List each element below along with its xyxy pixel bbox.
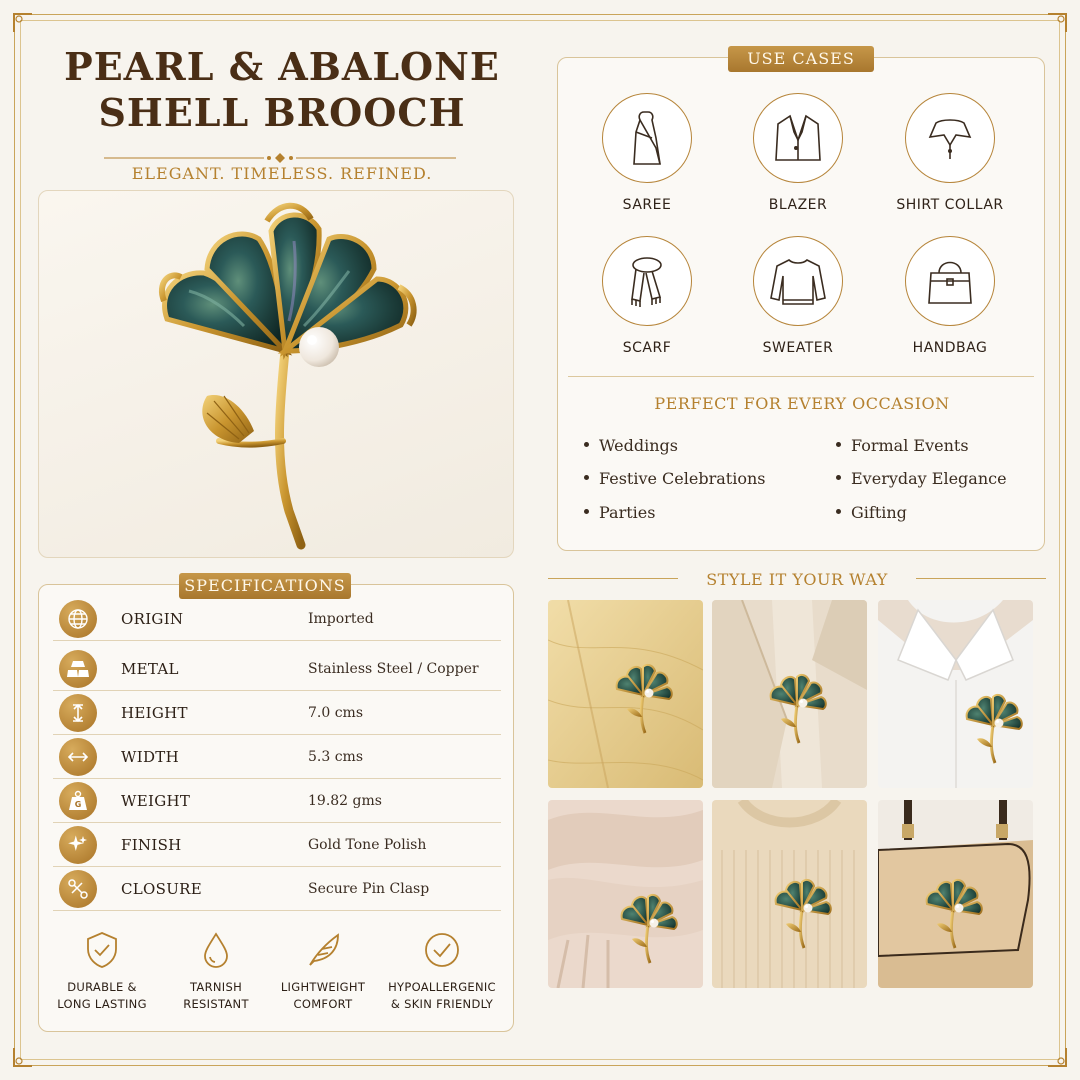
spec-row-weight xyxy=(53,779,501,823)
title-line-2: SHELL BROOCH xyxy=(98,90,466,135)
weight-badge-text: G xyxy=(74,800,82,809)
corner-ornament-icon xyxy=(12,12,34,34)
spec-value: Gold Tone Polish xyxy=(308,837,427,853)
spec-value: Stainless Steel / Copper xyxy=(308,661,479,677)
title-line-1: PEARL & ABALONE xyxy=(64,44,500,89)
spec-value: 7.0 cms xyxy=(308,705,364,721)
style-tile-shirt-collar xyxy=(878,600,1033,788)
saree-icon xyxy=(602,93,692,183)
occasion-item: Formal Events xyxy=(836,436,969,455)
style-tile-saree xyxy=(548,600,703,788)
brooch-illustration-icon xyxy=(39,191,514,558)
spec-label: METAL xyxy=(121,660,179,678)
occasion-item: Parties xyxy=(584,503,655,522)
use-case-sweater xyxy=(728,236,868,356)
shirt-collar-icon xyxy=(905,93,995,183)
spec-row-metal xyxy=(53,647,501,691)
spec-label: WEIGHT xyxy=(121,792,191,810)
feature-label: HYPOALLERGENIC & SKIN FRIENDLY xyxy=(388,980,496,1011)
handbag-icon xyxy=(905,236,995,326)
use-case-label: SWEATER xyxy=(762,340,834,356)
feature-label: DURABLE & LONG LASTING xyxy=(57,980,147,1011)
style-tile-sweater xyxy=(712,800,867,988)
use-case-saree xyxy=(577,93,717,213)
scarf-icon xyxy=(602,236,692,326)
water-drop-icon xyxy=(201,931,231,969)
use-cases-divider xyxy=(568,376,1034,377)
tagline: ELEGANT. TIMELESS. REFINED. xyxy=(131,164,433,183)
use-case-label: HANDBAG xyxy=(912,340,988,356)
height-arrow-icon xyxy=(59,694,97,732)
check-circle-icon xyxy=(423,931,461,969)
feature-label: LIGHTWEIGHT COMFORT xyxy=(280,980,366,1011)
use-cases-panel xyxy=(557,49,1045,551)
occasion-heading: PERFECT FOR EVERY OCCASION xyxy=(654,394,950,413)
spec-label: FINISH xyxy=(121,836,182,854)
corner-ornament-icon xyxy=(1046,12,1068,34)
style-tile-blazer xyxy=(712,600,867,788)
spec-label: CLOSURE xyxy=(121,880,202,898)
spec-row-width xyxy=(53,735,501,779)
product-title xyxy=(40,44,524,136)
spec-value: Imported xyxy=(308,611,374,627)
use-cases-heading: USE CASES xyxy=(728,46,874,72)
use-case-label: BLAZER xyxy=(768,197,828,213)
occasion-item: Festive Celebrations xyxy=(584,469,765,488)
spec-value: 19.82 gms xyxy=(308,793,382,809)
width-arrow-icon xyxy=(59,738,97,776)
corner-ornament-icon xyxy=(1046,1046,1068,1068)
product-image xyxy=(38,190,514,558)
style-tile-scarf xyxy=(548,800,703,988)
spec-row-height xyxy=(53,691,501,735)
globe-icon xyxy=(59,600,97,638)
spec-label: ORIGIN xyxy=(121,610,184,628)
use-case-scarf xyxy=(577,236,717,356)
feature-tarnish xyxy=(157,931,275,1013)
title-divider xyxy=(104,148,456,158)
spec-value: Secure Pin Clasp xyxy=(308,881,430,897)
metal-bars-icon xyxy=(59,650,97,688)
specifications-heading: SPECIFICATIONS xyxy=(179,573,351,599)
spec-label: WIDTH xyxy=(121,748,179,766)
feature-hypoallergenic xyxy=(383,931,501,1013)
style-tile-handbag xyxy=(878,800,1033,988)
spec-value: 5.3 cms xyxy=(308,749,364,765)
use-case-blazer xyxy=(728,93,868,213)
use-case-handbag xyxy=(880,236,1020,356)
style-heading: STYLE IT YOUR WAY xyxy=(706,570,888,589)
feature-label: TARNISH RESISTANT xyxy=(183,980,249,1011)
use-case-label: SHIRT COLLAR xyxy=(896,197,1004,213)
sparkle-icon xyxy=(59,826,97,864)
blazer-icon xyxy=(753,93,843,183)
use-case-label: SAREE xyxy=(622,197,672,213)
sweater-icon xyxy=(753,236,843,326)
occasion-item: Gifting xyxy=(836,503,907,522)
spec-row-origin xyxy=(53,597,501,641)
shield-check-icon xyxy=(84,931,120,969)
spec-label: HEIGHT xyxy=(121,704,188,722)
spec-row-finish xyxy=(53,823,501,867)
pin-clasp-icon xyxy=(59,870,97,908)
use-case-shirt-collar xyxy=(880,93,1020,213)
corner-ornament-icon xyxy=(12,1046,34,1068)
occasion-item: Weddings xyxy=(584,436,678,455)
weight-icon xyxy=(59,782,97,820)
style-heading-block xyxy=(548,568,1046,590)
feature-lightweight xyxy=(264,931,382,1013)
occasion-item: Everyday Elegance xyxy=(836,469,1007,488)
spec-row-closure xyxy=(53,867,501,911)
feature-durable xyxy=(43,931,161,1013)
specifications-panel xyxy=(38,576,514,1032)
feather-icon xyxy=(304,931,342,969)
use-case-label: SCARF xyxy=(622,340,672,356)
